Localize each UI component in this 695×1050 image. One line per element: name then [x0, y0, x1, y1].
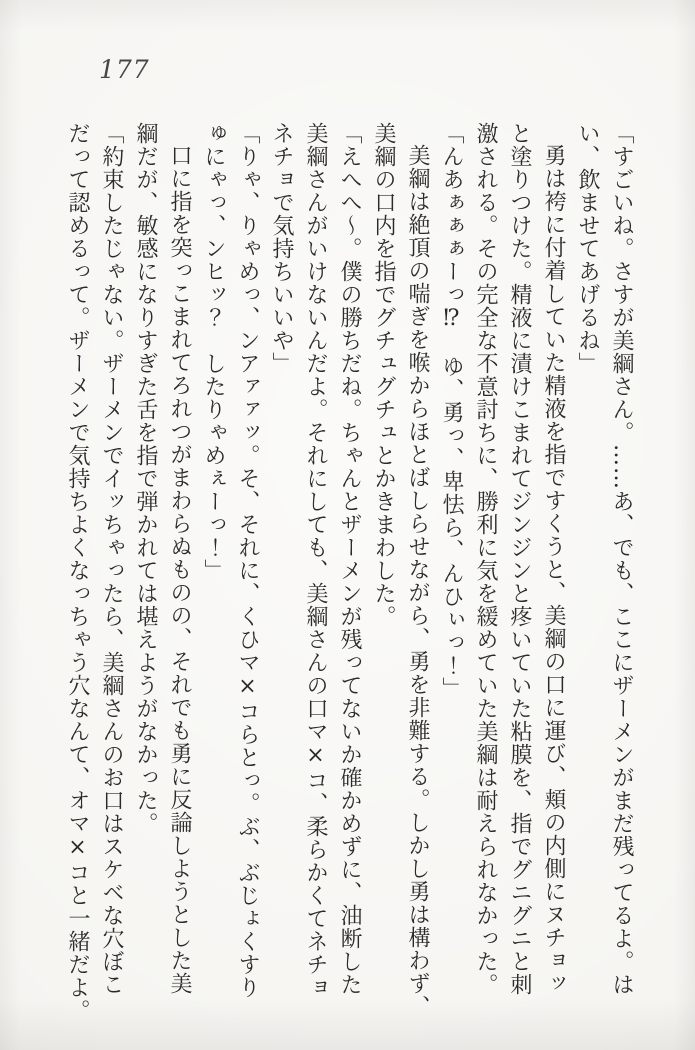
page-text: [60, 122, 638, 1022]
text-column: ネチョで気持ちいいや」: [269, 122, 294, 375]
text-column: 「りゃ、りゃめっ、ンアァァッ。そ、それに、くひマ×コらとっ。ぶ、ぶじょくすり: [235, 122, 260, 999]
text-column: 勇は袴に付着していた精液を指ですくうと、美綱の口に運び、頬の内側にヌチョッ: [541, 144, 566, 995]
text-column: 美綱の口内を指でグチュグチュとかきまわした。: [371, 122, 396, 628]
text-column: だって認めるって。ザーメンで気持ちよくなっちゃう穴なんて、オマ×コと一緒だよ。: [65, 122, 90, 1022]
text-column: 美綱さんがいけないんだよ。それにしても、美綱さんの口マ×コ、柔らかくてネチョ: [303, 122, 328, 999]
text-column: 口に指を突っこまれてろれつがまわらぬものの、それでも勇に反論しようとした美: [167, 144, 192, 995]
text-column: 「約束したじゃない。ザーメンでイッちゃったら、美綱さんのお口はスケベな穴ぼこ: [99, 122, 124, 996]
text-column: ゅにゃっ、ンヒッ？ したりゃめぇーっ！」: [201, 122, 226, 582]
text-column: 綱だが、敏感になりすぎた舌を指で弾かれては堪えようがなかった。: [133, 122, 158, 835]
text-column: と塗りつけた。精液に漬けこまれてジンジンと疼いていた粘膜を、指でグニグニと刺: [507, 122, 532, 996]
text-column: 激される。その完全な不意討ちに、勝利に気を緩めていた美綱は耐えられなかった。: [473, 122, 498, 996]
text-column: 「んあぁぁぁーっ⁉ ゆ、勇っ、卑怯ら、んひぃっ！」: [439, 122, 464, 700]
text-column: 「えへへ〜。僕の勝ちだね。ちゃんとザーメンが残ってないか確かめずに、油断した: [337, 122, 362, 996]
text-column: い、飲ませてあげるね」: [575, 122, 600, 375]
page-number: 177: [99, 55, 150, 84]
text-column: 「すごいね。さすが美綱さん。……あ、でも、ここにザーメンがまだ残ってるよ。は: [609, 122, 634, 996]
text-column: 美綱は絶頂の喘ぎを喉からほとばしらせながら、勇を非難する。しかし勇は構わず、: [405, 144, 430, 1018]
